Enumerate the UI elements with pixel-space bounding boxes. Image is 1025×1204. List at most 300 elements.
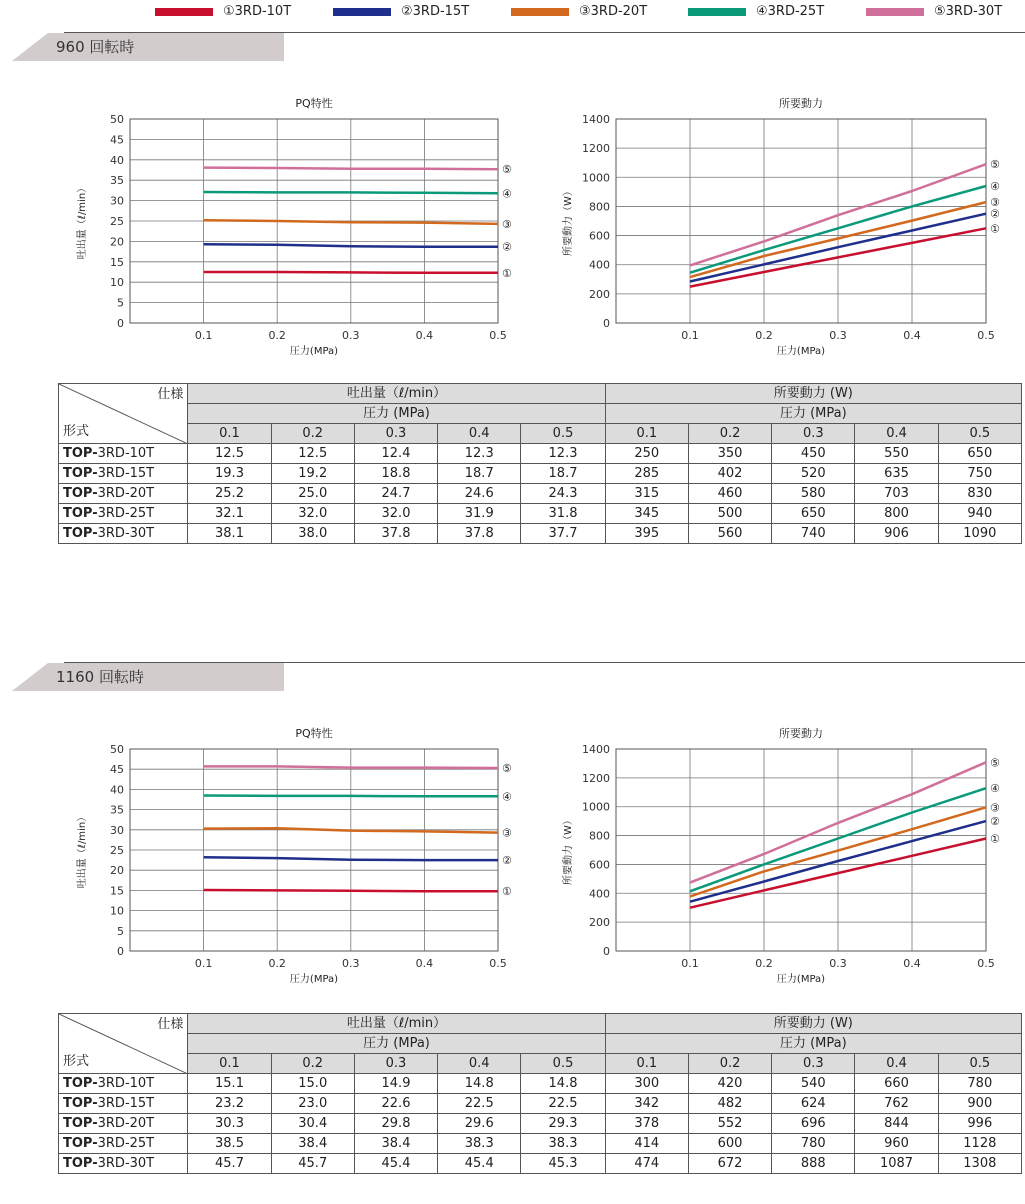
y-tick-label: 1400	[582, 113, 610, 126]
y-tick-label: 800	[589, 200, 610, 214]
pressure-col-header: 0.4	[438, 1054, 521, 1074]
y-tick-label: 50	[110, 743, 124, 756]
table-row	[59, 504, 1022, 524]
flow-cell: 18.7	[521, 464, 605, 484]
power-header: 所要動力 (W)	[605, 1014, 1021, 1034]
model-cell	[59, 1074, 188, 1094]
flow-cell: 30.4	[271, 1114, 354, 1134]
y-tick-label: 400	[589, 258, 610, 272]
y-axis-label: 吐出量（ℓ/min）	[77, 182, 88, 260]
x-axis-label: 圧力(MPa)	[289, 974, 339, 985]
power-cell: 672	[688, 1154, 771, 1174]
power-cell: 780	[938, 1074, 1021, 1094]
x-tick-label: 0.1	[194, 329, 213, 342]
spec-header: 仕様	[157, 387, 184, 402]
flow-cell: 18.8	[354, 464, 437, 484]
series-end-label-2: ②	[502, 240, 512, 254]
flow-cell: 38.4	[354, 1134, 437, 1154]
pressure-col-header: 0.2	[271, 1054, 354, 1074]
model-prefix: TOP-	[63, 1096, 98, 1111]
spec-table-960	[58, 383, 1022, 544]
x-tick-label: 0.4	[903, 957, 921, 970]
plot-frame	[616, 749, 986, 951]
power-cell: 580	[772, 484, 855, 504]
y-tick-label: 200	[589, 287, 610, 301]
power-cell: 450	[772, 444, 855, 464]
series-end-label-1: ①	[502, 266, 512, 280]
model-cell	[59, 444, 188, 464]
power-cell: 378	[605, 1114, 688, 1134]
y-tick-label: 5	[117, 296, 124, 310]
flow-cell: 14.8	[521, 1074, 605, 1094]
power-cell: 762	[855, 1094, 938, 1114]
model-cell	[59, 524, 188, 544]
x-tick-label: 0.3	[829, 957, 847, 970]
legend-swatch-2	[333, 8, 391, 16]
power-cell: 1128	[938, 1134, 1021, 1154]
pressure-col-header: 0.5	[938, 424, 1021, 444]
y-tick-label: 1000	[582, 800, 610, 814]
series-line-4	[204, 796, 498, 797]
section-divider	[64, 662, 1025, 663]
y-tick-label: 800	[589, 829, 610, 843]
flow-cell: 45.4	[354, 1154, 437, 1174]
pressure-col-header: 0.3	[354, 1054, 437, 1074]
flow-cell: 45.4	[438, 1154, 521, 1174]
power-cell: 650	[772, 504, 855, 524]
model-name: 3RD-25T	[97, 1136, 155, 1151]
x-tick-label: 0.4	[903, 329, 921, 342]
model-cell	[59, 1114, 188, 1134]
y-tick-label: 20	[110, 235, 124, 249]
power-cell: 250	[605, 444, 688, 464]
y-tick-label: 200	[589, 916, 610, 930]
y-axis-label: 吐出量（ℓ/min）	[77, 811, 88, 889]
x-tick-label: 0.1	[194, 957, 213, 970]
power-cell: 560	[688, 524, 771, 544]
power-cell: 482	[688, 1094, 771, 1114]
flow-cell: 45.7	[188, 1154, 271, 1174]
y-tick-label: 1200	[582, 771, 610, 785]
legend-label-1: ①3RD-10T	[223, 4, 292, 19]
pressure-col-header: 0.3	[772, 424, 855, 444]
power-header: 所要動力 (W)	[605, 384, 1021, 404]
pressure-col-header: 0.2	[688, 424, 771, 444]
y-tick-label: 1000	[582, 171, 610, 185]
x-tick-label: 0.2	[755, 957, 773, 970]
x-tick-label: 0.3	[342, 329, 360, 342]
legend-swatch-3	[511, 8, 569, 16]
flow-cell: 25.0	[271, 484, 354, 504]
power-cell: 285	[605, 464, 688, 484]
series-end-label-5: ⑤	[502, 163, 512, 177]
power-cell: 960	[855, 1134, 938, 1154]
model-prefix: TOP-	[63, 1076, 98, 1091]
power-cell: 750	[938, 464, 1021, 484]
chart-title: 所要動力	[779, 727, 823, 740]
pq-chart-1160	[75, 726, 512, 985]
model-cell	[59, 1134, 188, 1154]
series-end-label-4: ④	[502, 790, 512, 804]
flow-cell: 25.2	[188, 484, 271, 504]
x-tick-label: 0.1	[681, 957, 699, 970]
flow-cell: 29.6	[438, 1114, 521, 1134]
section-title: 1160 回転時	[56, 668, 144, 686]
model-name: 3RD-20T	[97, 486, 155, 501]
legend-label-4: ④3RD-25T	[756, 4, 825, 19]
power-cell: 800	[855, 504, 938, 524]
legend-label-5: ⑤3RD-30T	[934, 4, 1003, 19]
model-name: 3RD-15T	[97, 466, 155, 481]
pressure-col-header: 0.5	[521, 424, 605, 444]
table-row	[59, 1074, 1022, 1094]
flow-cell: 23.0	[271, 1094, 354, 1114]
legend-swatch-4	[688, 8, 746, 16]
power-cell: 830	[938, 484, 1021, 504]
table-row	[59, 524, 1022, 544]
pressure-col-header: 0.2	[271, 424, 354, 444]
x-tick-label: 0.5	[489, 957, 507, 970]
flow-cell: 38.5	[188, 1134, 271, 1154]
flow-cell: 23.2	[188, 1094, 271, 1114]
power-cell: 940	[938, 504, 1021, 524]
table-row	[59, 1134, 1022, 1154]
pressure-header: 圧力 (MPa)	[605, 404, 1021, 424]
model-header: 形式	[63, 424, 90, 439]
series-end-label-3: ③	[990, 196, 1000, 210]
y-tick-label: 600	[589, 229, 610, 243]
x-tick-label: 0.2	[268, 329, 286, 342]
power-cell: 300	[605, 1074, 688, 1094]
y-axis-label: 所要動力（W）	[563, 186, 574, 256]
power-cell: 703	[855, 484, 938, 504]
section-tab	[12, 663, 284, 691]
chart-title: PQ特性	[295, 727, 333, 740]
power-cell: 635	[855, 464, 938, 484]
flow-cell: 37.7	[521, 524, 605, 544]
model-prefix: TOP-	[63, 466, 98, 481]
series-end-label-2: ②	[990, 207, 1000, 221]
flow-cell: 37.8	[354, 524, 437, 544]
section-divider	[64, 32, 1025, 33]
plot-frame	[616, 119, 986, 323]
x-tick-label: 0.3	[342, 957, 360, 970]
x-tick-label: 0.4	[415, 329, 434, 342]
power-cell: 1087	[855, 1154, 938, 1174]
legend-swatch-5	[866, 8, 924, 16]
flow-cell: 24.6	[438, 484, 521, 504]
spec-header: 仕様	[157, 1017, 184, 1032]
model-prefix: TOP-	[63, 1136, 98, 1151]
y-tick-label: 35	[110, 803, 124, 817]
y-tick-label: 600	[589, 858, 610, 872]
table-row	[59, 1154, 1022, 1174]
flow-cell: 19.3	[188, 464, 271, 484]
flow-header: 吐出量（ℓ/min）	[188, 1014, 605, 1034]
flow-cell: 38.4	[271, 1134, 354, 1154]
pressure-col-header: 0.1	[605, 1054, 688, 1074]
y-tick-label: 0	[603, 945, 610, 958]
pressure-col-header: 0.1	[188, 424, 271, 444]
x-tick-label: 0.5	[977, 957, 995, 970]
flow-cell: 15.1	[188, 1074, 271, 1094]
model-prefix: TOP-	[63, 486, 98, 501]
x-tick-label: 0.2	[755, 329, 773, 342]
power-cell: 888	[772, 1154, 855, 1174]
flow-cell: 38.3	[438, 1134, 521, 1154]
x-tick-label: 0.5	[489, 329, 507, 342]
y-tick-label: 40	[110, 783, 124, 797]
section-tab	[12, 33, 284, 61]
power-cell: 906	[855, 524, 938, 544]
power-cell: 500	[688, 504, 771, 524]
series-end-label-5: ⑤	[502, 761, 512, 775]
model-cell	[59, 464, 188, 484]
pressure-header: 圧力 (MPa)	[188, 1034, 605, 1054]
flow-cell: 37.8	[438, 524, 521, 544]
x-tick-label: 0.1	[681, 329, 699, 342]
pressure-col-header: 0.3	[772, 1054, 855, 1074]
x-axis-label: 圧力(MPa)	[776, 974, 826, 985]
header-row-values	[59, 1054, 1022, 1074]
series-end-label-4: ④	[502, 187, 512, 201]
flow-cell: 12.3	[521, 444, 605, 464]
series-end-label-2: ②	[990, 815, 1000, 829]
pressure-col-header: 0.4	[855, 1054, 938, 1074]
model-cell	[59, 484, 188, 504]
power-cell: 660	[855, 1074, 938, 1094]
power-cell: 650	[938, 444, 1021, 464]
y-tick-label: 30	[110, 194, 124, 208]
series-end-label-1: ①	[990, 222, 1000, 236]
model-name: 3RD-15T	[97, 1096, 155, 1111]
x-axis-label: 圧力(MPa)	[776, 346, 826, 357]
power-cell: 996	[938, 1114, 1021, 1134]
power-cell: 696	[772, 1114, 855, 1134]
flow-cell: 15.0	[271, 1074, 354, 1094]
series-end-label-4: ④	[990, 782, 1000, 796]
flow-cell: 24.7	[354, 484, 437, 504]
flow-cell: 32.0	[354, 504, 437, 524]
flow-cell: 12.3	[438, 444, 521, 464]
series-end-label-1: ①	[990, 832, 1000, 846]
y-tick-label: 400	[589, 887, 610, 901]
x-tick-label: 0.5	[977, 329, 995, 342]
model-header: 形式	[63, 1054, 90, 1069]
series-line-4	[204, 192, 498, 193]
power-cell: 395	[605, 524, 688, 544]
power-cell: 624	[772, 1094, 855, 1114]
flow-cell: 32.0	[271, 504, 354, 524]
flow-cell: 24.3	[521, 484, 605, 504]
section-title: 960 回転時	[56, 38, 135, 56]
power-cell: 780	[772, 1134, 855, 1154]
flow-cell: 22.6	[354, 1094, 437, 1114]
flow-cell: 12.4	[354, 444, 437, 464]
flow-header: 吐出量（ℓ/min）	[188, 384, 605, 404]
pressure-col-header: 0.4	[855, 424, 938, 444]
series-end-label-5: ⑤	[990, 158, 1000, 172]
header-row-pressure	[59, 1034, 1022, 1054]
flow-cell: 31.8	[521, 504, 605, 524]
model-cell	[59, 1094, 188, 1114]
pq-chart-960	[75, 96, 512, 357]
flow-cell: 22.5	[521, 1094, 605, 1114]
spec-table-1160	[58, 1013, 1022, 1174]
pressure-col-header: 0.5	[521, 1054, 605, 1074]
pressure-col-header: 0.1	[188, 1054, 271, 1074]
chart-title: PQ特性	[295, 97, 333, 110]
header-row-pressure	[59, 404, 1022, 424]
y-tick-label: 15	[110, 884, 124, 898]
charts-1160	[0, 720, 1025, 985]
y-axis-label: 所要動力（W）	[563, 815, 574, 885]
power-cell: 345	[605, 504, 688, 524]
x-tick-label: 0.3	[829, 329, 847, 342]
y-tick-label: 10	[110, 904, 124, 918]
x-axis-label: 圧力(MPa)	[289, 346, 339, 357]
model-name: 3RD-10T	[97, 446, 155, 461]
power-cell: 900	[938, 1094, 1021, 1114]
model-prefix: TOP-	[63, 446, 98, 461]
corner-cell	[59, 1014, 188, 1074]
flow-cell: 45.3	[521, 1154, 605, 1174]
y-tick-label: 0	[603, 317, 610, 330]
y-tick-label: 10	[110, 276, 124, 290]
series-end-label-1: ①	[502, 885, 512, 899]
y-tick-label: 1400	[582, 743, 610, 756]
flow-cell: 12.5	[271, 444, 354, 464]
model-name: 3RD-20T	[97, 1116, 155, 1131]
x-tick-label: 0.4	[415, 957, 434, 970]
flow-cell: 38.1	[188, 524, 271, 544]
flow-cell: 38.0	[271, 524, 354, 544]
flow-cell: 32.1	[188, 504, 271, 524]
flow-cell: 14.8	[438, 1074, 521, 1094]
table-row	[59, 484, 1022, 504]
pressure-col-header: 0.3	[354, 424, 437, 444]
y-tick-label: 15	[110, 255, 124, 269]
model-prefix: TOP-	[63, 526, 98, 541]
power-cell: 1090	[938, 524, 1021, 544]
flow-cell: 29.8	[354, 1114, 437, 1134]
power-cell: 520	[772, 464, 855, 484]
legend-swatch-1	[155, 8, 213, 16]
x-tick-label: 0.2	[268, 957, 286, 970]
model-name: 3RD-10T	[97, 1076, 155, 1091]
power-cell: 402	[688, 464, 771, 484]
model-prefix: TOP-	[63, 1156, 98, 1171]
y-tick-label: 5	[117, 924, 124, 938]
pressure-col-header: 0.4	[438, 424, 521, 444]
power-cell: 540	[772, 1074, 855, 1094]
y-tick-label: 45	[110, 133, 124, 147]
series-line-1	[204, 890, 498, 891]
power-cell: 460	[688, 484, 771, 504]
model-name: 3RD-25T	[97, 506, 155, 521]
power-chart-1160	[561, 726, 1000, 985]
table-row	[59, 1114, 1022, 1134]
pressure-header: 圧力 (MPa)	[188, 404, 605, 424]
power-chart-960	[561, 96, 1000, 357]
series-end-label-4: ④	[990, 180, 1000, 194]
model-cell	[59, 1154, 188, 1174]
flow-cell: 30.3	[188, 1114, 271, 1134]
y-tick-label: 20	[110, 864, 124, 878]
table-row	[59, 1094, 1022, 1114]
model-name: 3RD-30T	[97, 1156, 155, 1171]
pressure-col-header: 0.2	[688, 1054, 771, 1074]
table-row	[59, 464, 1022, 484]
y-tick-label: 25	[110, 215, 124, 228]
power-cell: 315	[605, 484, 688, 504]
series-line-1	[204, 272, 498, 273]
y-tick-label: 25	[110, 844, 124, 857]
series-end-label-2: ②	[502, 854, 512, 868]
header-row-top	[59, 384, 1022, 404]
power-cell: 420	[688, 1074, 771, 1094]
model-prefix: TOP-	[63, 1116, 98, 1131]
flow-cell: 14.9	[354, 1074, 437, 1094]
power-cell: 600	[688, 1134, 771, 1154]
power-cell: 740	[772, 524, 855, 544]
series-line-5	[204, 766, 498, 768]
legend-label-2: ②3RD-15T	[401, 4, 470, 19]
y-tick-label: 40	[110, 153, 124, 167]
power-cell: 552	[688, 1114, 771, 1134]
table-row	[59, 444, 1022, 464]
power-cell: 414	[605, 1134, 688, 1154]
y-tick-label: 50	[110, 113, 124, 126]
chart-title: 所要動力	[779, 97, 823, 110]
y-tick-label: 1200	[582, 142, 610, 156]
y-tick-label: 35	[110, 174, 124, 188]
y-tick-label: 30	[110, 823, 124, 837]
charts-960	[0, 90, 1025, 357]
legend-label-3: ③3RD-20T	[579, 4, 648, 19]
model-name: 3RD-30T	[97, 526, 155, 541]
y-tick-label: 0	[117, 317, 124, 330]
flow-cell: 29.3	[521, 1114, 605, 1134]
series-end-label-3: ③	[990, 801, 1000, 815]
header-row-top	[59, 1014, 1022, 1034]
power-cell: 1308	[938, 1154, 1021, 1174]
power-cell: 350	[688, 444, 771, 464]
power-cell: 474	[605, 1154, 688, 1174]
y-tick-label: 45	[110, 763, 124, 777]
power-cell: 342	[605, 1094, 688, 1114]
header-row-values	[59, 424, 1022, 444]
model-prefix: TOP-	[63, 506, 98, 521]
pressure-col-header: 0.1	[605, 424, 688, 444]
flow-cell: 22.5	[438, 1094, 521, 1114]
y-tick-label: 0	[117, 945, 124, 958]
series-end-label-3: ③	[502, 826, 512, 840]
flow-cell: 31.9	[438, 504, 521, 524]
flow-cell: 18.7	[438, 464, 521, 484]
series-line-5	[204, 168, 498, 170]
series-end-label-3: ③	[502, 217, 512, 231]
series-end-label-5: ⑤	[990, 756, 1000, 770]
flow-cell: 45.7	[271, 1154, 354, 1174]
flow-cell: 38.3	[521, 1134, 605, 1154]
corner-cell	[59, 384, 188, 444]
flow-cell: 12.5	[188, 444, 271, 464]
pressure-header: 圧力 (MPa)	[605, 1034, 1021, 1054]
power-cell: 550	[855, 444, 938, 464]
power-cell: 844	[855, 1114, 938, 1134]
flow-cell: 19.2	[271, 464, 354, 484]
